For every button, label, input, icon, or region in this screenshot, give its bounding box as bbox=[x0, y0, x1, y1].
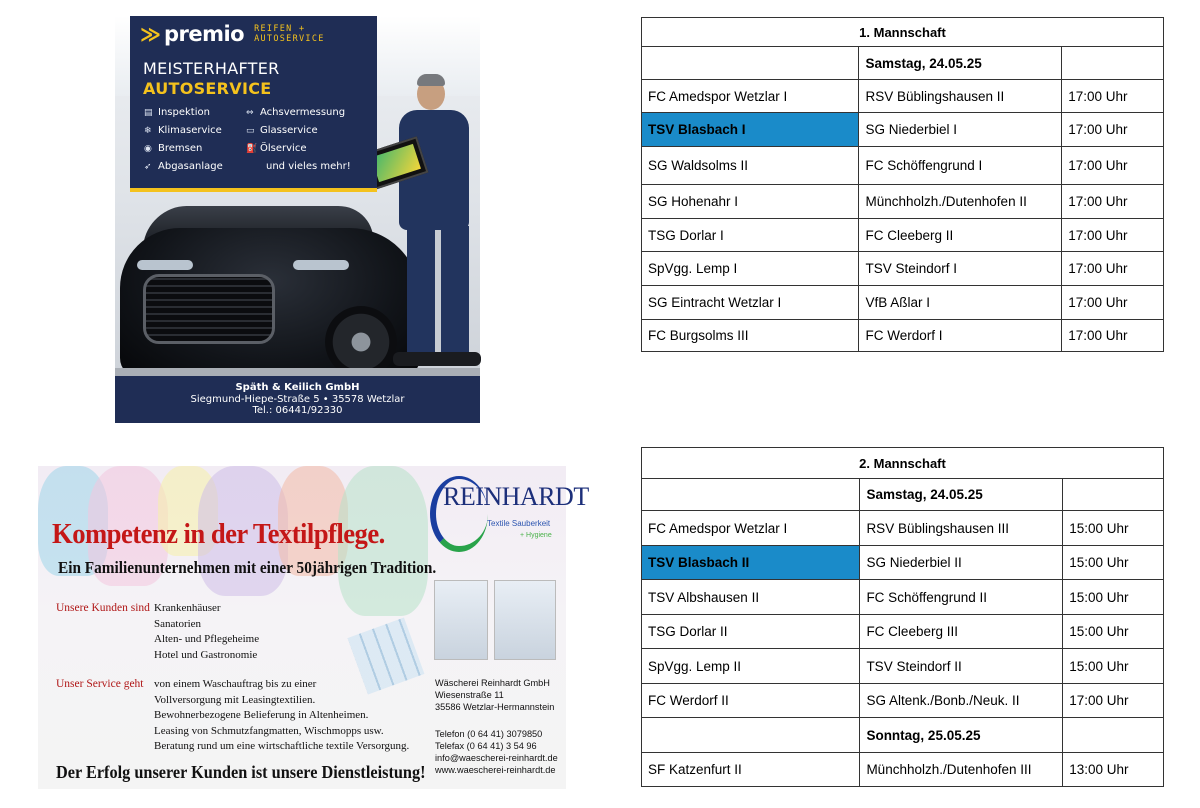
car-headlight-right bbox=[293, 260, 349, 270]
table-row bbox=[642, 252, 1164, 286]
alignment-icon: ⇔ bbox=[246, 108, 254, 118]
away-team: RSV Büblingshausen III bbox=[860, 511, 1063, 546]
contact-fax: Telefax (0 64 41) 3 54 96 bbox=[435, 741, 537, 751]
oil-icon: ⛽ bbox=[246, 144, 258, 154]
kickoff-time: 13:00 Uhr bbox=[1063, 753, 1164, 787]
match-date: Sonntag, 25.05.25 bbox=[860, 718, 1063, 753]
premio-headline-1: MEISTERHAFTER bbox=[143, 59, 280, 78]
contact-street: Wiesenstraße 11 bbox=[435, 690, 504, 700]
contact-web: www.waescherei-reinhardt.de bbox=[435, 765, 556, 775]
home-team: FC Werdorf II bbox=[642, 684, 860, 718]
fixtures-table-first-team bbox=[641, 17, 1164, 352]
car-headlight-left bbox=[137, 260, 193, 270]
table-cell bbox=[1063, 479, 1164, 511]
contact-email: info@waescherei-reinhardt.de bbox=[435, 753, 558, 763]
premio-company: Späth & Keilich GmbH bbox=[235, 382, 360, 393]
service-list bbox=[154, 677, 409, 755]
table-row bbox=[642, 546, 1164, 580]
premio-logo-icon: ≫ bbox=[140, 22, 161, 46]
service-alignment: ⇔ Achsvermessung bbox=[246, 107, 346, 118]
home-team: TSV Albshausen II bbox=[642, 580, 860, 615]
garage-floor bbox=[115, 368, 480, 376]
climate-icon: ❄ bbox=[144, 126, 152, 136]
photo-garments bbox=[494, 580, 556, 660]
home-team: SpVgg. Lemp II bbox=[642, 649, 860, 684]
premio-headline-2: AUTOSERVICE bbox=[143, 79, 272, 98]
mechanic-legs bbox=[407, 226, 469, 358]
customer-item: Sanatorien bbox=[154, 617, 202, 630]
table-cell bbox=[642, 47, 859, 80]
away-team: SG Niederbiel II bbox=[860, 546, 1063, 580]
table-row bbox=[642, 219, 1164, 252]
service-oil: ⛽ Ölservice bbox=[246, 143, 307, 154]
contact-company: Wäscherei Reinhardt GmbH bbox=[435, 678, 550, 688]
kickoff-time: 17:00 Uhr bbox=[1063, 684, 1164, 718]
away-team: FC Cleeberg II bbox=[859, 219, 1062, 252]
premio-tagline-2: AUTOSERVICE bbox=[254, 34, 325, 44]
table-row bbox=[642, 684, 1164, 718]
away-team: FC Schöffengrund II bbox=[860, 580, 1063, 615]
premio-footer bbox=[115, 376, 480, 423]
premio-info-panel bbox=[130, 16, 377, 188]
car-grille bbox=[143, 274, 275, 344]
home-team: FC Amedspor Wetzlar I bbox=[642, 511, 860, 546]
contact-phone: Telefon (0 64 41) 3079850 bbox=[435, 729, 543, 739]
home-team-highlighted: TSV Blasbach II bbox=[642, 546, 860, 580]
kickoff-time: 15:00 Uhr bbox=[1063, 511, 1164, 546]
exhaust-icon: ➶ bbox=[144, 162, 152, 172]
match-date: Samstag, 24.05.25 bbox=[860, 479, 1063, 511]
kickoff-time: 15:00 Uhr bbox=[1063, 649, 1164, 684]
away-team: RSV Büblingshausen II bbox=[859, 80, 1062, 113]
reinhardt-address bbox=[435, 677, 554, 713]
reinhardt-advertisement bbox=[38, 466, 589, 789]
contact-city: 35586 Wetzlar-Hermannstein bbox=[435, 702, 555, 712]
home-team: SG Waldsolms II bbox=[642, 147, 859, 185]
table-header-row bbox=[642, 18, 1164, 47]
kickoff-time: 17:00 Uhr bbox=[1062, 219, 1164, 252]
kickoff-time: 17:00 Uhr bbox=[1062, 185, 1164, 219]
photo-uniform bbox=[434, 580, 488, 660]
kickoff-time: 15:00 Uhr bbox=[1063, 546, 1164, 580]
reinhardt-brand-sub-1: Textile Sauberkeit bbox=[487, 519, 551, 528]
home-team-highlighted: TSV Blasbach I bbox=[642, 113, 859, 147]
table-date-row bbox=[642, 718, 1164, 753]
table-row bbox=[642, 320, 1164, 352]
brake-icon: ◉ bbox=[144, 144, 152, 154]
premio-advertisement bbox=[115, 16, 480, 423]
service-line: Vollversorgung mit Leasingtextilien. bbox=[154, 693, 316, 706]
table-row bbox=[642, 80, 1164, 113]
table-date-row bbox=[642, 47, 1164, 80]
table-date-row bbox=[642, 479, 1164, 511]
kickoff-time: 17:00 Uhr bbox=[1062, 320, 1164, 352]
away-team: FC Schöffengrund I bbox=[859, 147, 1062, 185]
away-team: Münchholzh./Dutenhofen III bbox=[860, 753, 1063, 787]
away-team: Münchholzh./Dutenhofen II bbox=[859, 185, 1062, 219]
away-team: SG Niederbiel I bbox=[859, 113, 1062, 147]
service-line: Beratung rund um eine wirtschaftliche textile Versorgung. bbox=[154, 740, 410, 752]
mechanic-boots bbox=[393, 352, 481, 366]
home-team: TSG Dorlar I bbox=[642, 219, 859, 252]
table-cell bbox=[642, 479, 860, 511]
kickoff-time: 17:00 Uhr bbox=[1062, 113, 1164, 147]
premio-tagline bbox=[254, 24, 325, 44]
premio-brand: premio bbox=[163, 22, 245, 46]
away-team: TSV Steindorf II bbox=[860, 649, 1063, 684]
home-team: FC Burgsolms III bbox=[642, 320, 859, 352]
kickoff-time: 17:00 Uhr bbox=[1062, 286, 1164, 320]
table-row bbox=[642, 286, 1164, 320]
service-inspection: ▤ Inspektion bbox=[144, 107, 210, 118]
kickoff-time: 17:00 Uhr bbox=[1062, 147, 1164, 185]
home-team: SG Eintracht Wetzlar I bbox=[642, 286, 859, 320]
reinhardt-brand-sub-2: + Hygiene bbox=[520, 532, 552, 539]
home-team: SG Hohenahr I bbox=[642, 185, 859, 219]
service-label: Unser Service geht bbox=[56, 678, 144, 690]
inspection-icon: ▤ bbox=[144, 108, 153, 118]
table-row bbox=[642, 511, 1164, 546]
table-title: 2. Mannschaft bbox=[642, 448, 1164, 479]
table-header-row bbox=[642, 448, 1164, 479]
glass-icon: ▭ bbox=[246, 126, 255, 136]
kickoff-time: 15:00 Uhr bbox=[1063, 615, 1164, 649]
mechanic-hair bbox=[417, 74, 445, 86]
away-team: SG Altenk./Bonb./Neuk. II bbox=[860, 684, 1063, 718]
customer-item: Hotel und Gastronomie bbox=[154, 648, 258, 661]
home-team: SpVgg. Lemp I bbox=[642, 252, 859, 286]
service-exhaust: ➶ Abgasanlage bbox=[144, 161, 223, 172]
away-team: VfB Aßlar I bbox=[859, 286, 1062, 320]
table-row bbox=[642, 753, 1164, 787]
service-more: und vieles mehr! bbox=[266, 161, 351, 172]
table-row bbox=[642, 185, 1164, 219]
service-line: von einem Waschauftrag bis zu einer bbox=[154, 678, 317, 690]
table-cell bbox=[1062, 47, 1164, 80]
service-glass: ▭ Glasservice bbox=[246, 125, 318, 136]
reinhardt-contact bbox=[435, 728, 558, 776]
kickoff-time: 17:00 Uhr bbox=[1062, 80, 1164, 113]
customers-label: Unsere Kunden sind bbox=[56, 602, 150, 614]
premio-address: Siegmund-Hiepe-Straße 5 • 35578 Wetzlar bbox=[190, 393, 405, 405]
table-row bbox=[642, 113, 1164, 147]
kickoff-time: 17:00 Uhr bbox=[1062, 252, 1164, 286]
premio-tagline-1: REIFEN + bbox=[254, 24, 306, 34]
service-brakes: ◉ Bremsen bbox=[144, 143, 203, 154]
reinhardt-headline: Kompetenz in der Textilpflege. bbox=[52, 518, 385, 550]
away-team: FC Cleeberg III bbox=[860, 615, 1063, 649]
match-date: Samstag, 24.05.25 bbox=[859, 47, 1062, 80]
table-title: 1. Mannschaft bbox=[642, 18, 1164, 47]
away-team: TSV Steindorf I bbox=[859, 252, 1062, 286]
service-line: Leasing von Schmutzfangmatten, Wischmopps usw. bbox=[154, 724, 384, 737]
home-team: TSG Dorlar II bbox=[642, 615, 860, 649]
away-team: FC Werdorf I bbox=[859, 320, 1062, 352]
table-row bbox=[642, 147, 1164, 185]
table-cell bbox=[1063, 718, 1164, 753]
table-cell bbox=[642, 718, 860, 753]
premio-accent-bar bbox=[130, 188, 377, 192]
service-climate: ❄ Klimaservice bbox=[144, 125, 222, 136]
customer-item: Alten- und Pflegeheime bbox=[154, 633, 260, 645]
customer-item: Krankenhäuser bbox=[154, 602, 221, 614]
home-team: FC Amedspor Wetzlar I bbox=[642, 80, 859, 113]
table-row bbox=[642, 615, 1164, 649]
reinhardt-slogan: Der Erfolg unserer Kunden ist unsere Dienstleistung! bbox=[56, 762, 426, 782]
premio-phone: Tel.: 06441/92330 bbox=[252, 405, 343, 416]
customers-list bbox=[154, 601, 259, 663]
home-team: SF Katzenfurt II bbox=[642, 753, 860, 787]
reinhardt-subline: Ein Familienunternehmen mit einer 50jährigen Tradition. bbox=[58, 558, 437, 577]
premio-logo bbox=[140, 22, 325, 46]
table-row bbox=[642, 580, 1164, 615]
service-line: Bewohnerbezogene Belieferung in Altenheimen. bbox=[154, 709, 369, 721]
kickoff-time: 15:00 Uhr bbox=[1063, 580, 1164, 615]
fixtures-table-second-team bbox=[641, 447, 1164, 787]
table-row bbox=[642, 649, 1164, 684]
reinhardt-brand: REINHARDT bbox=[443, 482, 589, 511]
